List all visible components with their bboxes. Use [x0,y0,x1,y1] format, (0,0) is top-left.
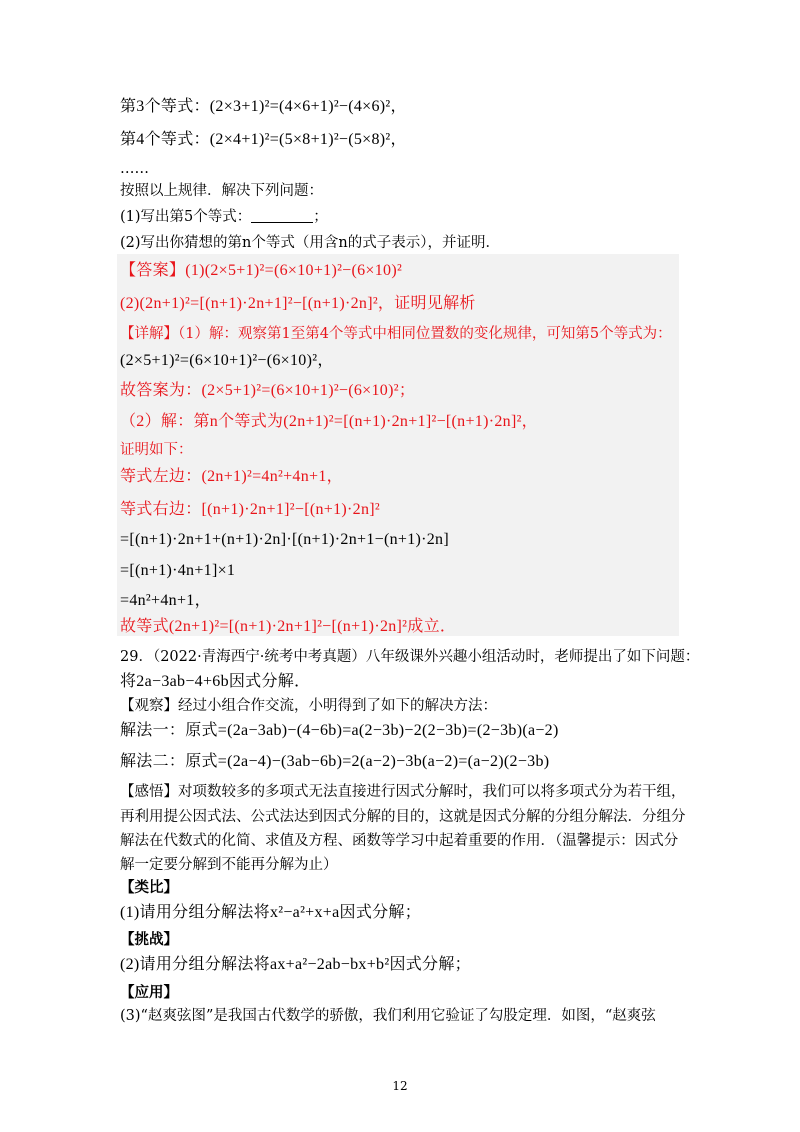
detail-line-4: （2）解：第n个等式为(2n+1)²=[(n+1)·2n+1]²−[(n+1)·2n]²， [120,413,538,430]
answer-blank [251,208,313,223]
analogy-task: (1)请用分组分解法将x²−a²+x+a因式分解； [120,904,422,921]
challenge-task: (2)请用分组分解法将ax+a²−2ab−bx+b²因式分解； [120,956,471,973]
question-part-1-end: ； [313,209,328,225]
answer-line-1: 【答案】(1)(2×5+1)²=(6×10+1)²−(6×10)² [120,262,403,279]
question-instruction: 按照以上规律．解决下列问题： [120,183,323,199]
question-part-1-text: (1)写出第5个等式： [120,209,252,225]
observe-label: 【观察】经过小组合作交流，小明得到了如下的解决方法： [120,698,497,714]
proof-step-1: =[(n+1)·2n+1+(n+1)·2n]·[(n+1)·2n+1−(n+1)·2n] [120,531,449,548]
proof-step-2: =[(n+1)·4n+1]×1 [120,562,236,579]
detail-line-3: 故答案为：(2×5+1)²=(6×10+1)²−(6×10)²； [120,382,416,399]
insight-line-4: 解一定要分解到不能再分解为止） [120,857,338,873]
method-2: 解法二：原式=(2a−4)−(3ab−6b)=2(a−2)−3b(a−2)=(a−2)(2−3b) [120,753,550,770]
question-29-header: 29．（2022·青海西宁·统考中考真题）八年级课外兴趣小组活动时，老师提出了如下问题： [120,649,700,665]
equation-line-4: 第4个等式：(2×4+1)²=(5×8+1)²−(5×8)²， [120,131,407,148]
insight-line-1: 【感悟】对项数较多的多项式无法直接进行因式分解时，我们可以将多项式分为若干组， [120,784,686,800]
proof-header: 证明如下： [120,442,193,458]
method-1: 解法一：原式=(2a−3ab)−(4−6b)=a(2−3b)−2(2−3b)=(2−3b)(a−2) [120,722,559,739]
proof-left-side: 等式左边：(2n+1)²=4n²+4n+1， [120,468,343,485]
insight-line-2: 再利用提公因式法、公式法达到因式分解的目的，这就是因式分解的分组分解法．分组分 [120,809,686,825]
ellipsis: …… [120,161,149,177]
detail-line-2: (2×5+1)²=(6×10+1)²−(6×10)²， [120,352,334,369]
equation-line-3: 第3个等式：(2×3+1)²=(4×6+1)²−(4×6)²， [120,98,407,115]
insight-line-3: 解法在代数式的化简、求值及方程、函数等学习中起着重要的作用．（温馨提示：因式分 [120,833,679,849]
question-part-1 [120,207,328,227]
analogy-heading: 【类比】 [120,879,178,896]
page-number: 12 [392,1079,408,1093]
proof-conclusion: 故等式(2n+1)²=[(n+1)·2n+1]²−[(n+1)·2n]²成立． [120,618,457,635]
proof-right-side: 等式右边：[(n+1)·2n+1]²−[(n+1)·2n]² [120,501,380,518]
challenge-heading: 【挑战】 [120,931,178,948]
proof-step-3: =4n²+4n+1， [120,592,211,609]
application-task: (3)“赵爽弦图”是我国古代数学的骄傲，我们利用它验证了勾股定理．如图，“赵爽弦 [120,1008,656,1024]
application-heading: 【应用】 [120,984,178,1001]
answer-line-2: (2)(2n+1)²=[(n+1)·2n+1]²−[(n+1)·2n]²，证明见解析 [120,295,476,312]
question-part-2: (2)写出你猜想的第n个等式（用含n的式子表示），并证明． [120,235,500,251]
detail-line-1: 【详解】（1）解：观察第1至第4个等式中相同位置数的变化规律，可知第5个等式为： [120,326,672,342]
question-29-task: 将2a−3ab−4+6b因式分解． [120,673,311,690]
